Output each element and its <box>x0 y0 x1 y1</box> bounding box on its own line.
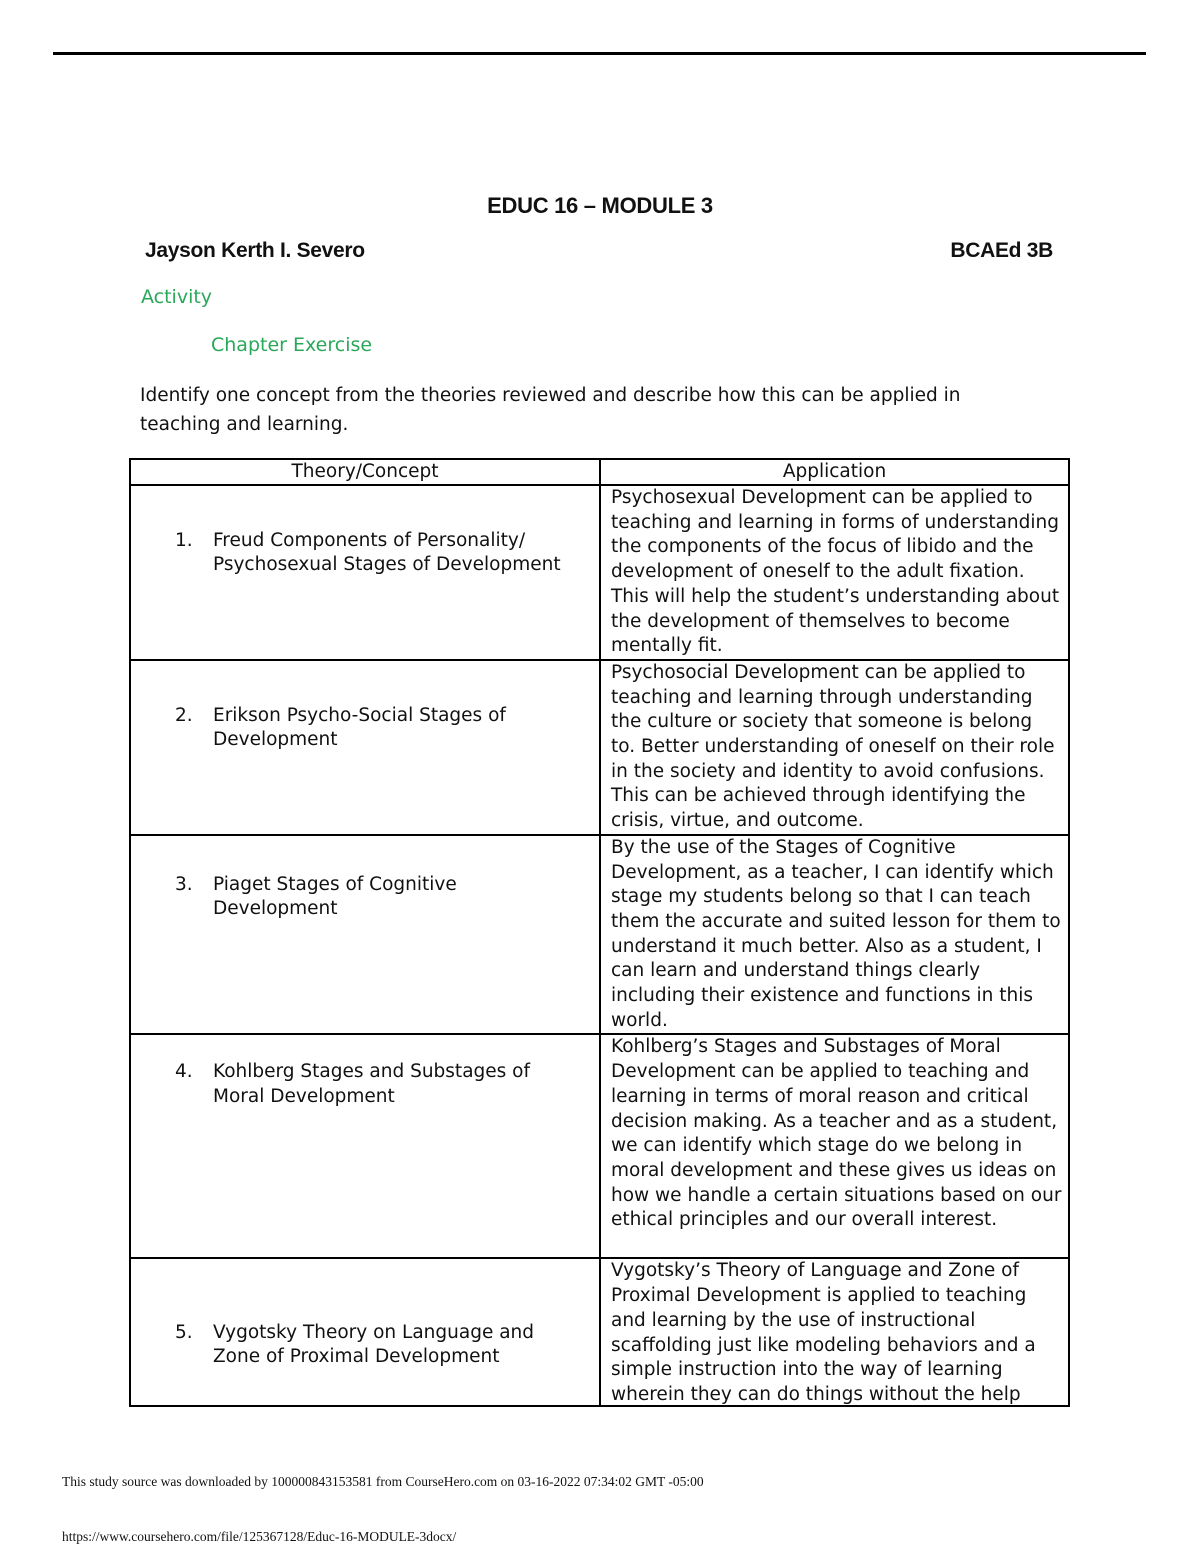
theory-number: 1. <box>175 529 193 551</box>
application-cell <box>600 1258 1069 1406</box>
table-row <box>130 660 1069 835</box>
application-column-header: Application <box>600 459 1069 485</box>
theory-text: Erikson Psycho-Social Stages of Development <box>213 704 506 751</box>
theory-cell <box>130 1034 600 1258</box>
table-row <box>130 1034 1069 1258</box>
application-cell <box>600 660 1069 835</box>
theory-cell <box>130 485 600 660</box>
theory-cell <box>130 1258 600 1406</box>
top-horizontal-rule <box>53 52 1146 55</box>
application-text: By the use of the Stages of Cognitive Development, as a teacher, I can identify which stage my students belong so that I can teach them the accurate and suited lesson for them to understand it much better. Also as a student, I can learn and understand things clearly including their existence and functions in this world. <box>611 836 1061 1031</box>
student-name: Jayson Kerth I. Severo <box>145 239 365 262</box>
source-url-link[interactable]: https://www.coursehero.com/file/125367128/Educ-16-MODULE-3docx/ <box>62 1529 457 1544</box>
theory-text: Kohlberg Stages and Substages of Moral Development <box>213 1061 531 1107</box>
chapter-exercise-heading: Chapter Exercise <box>211 334 373 356</box>
theory-text: Piaget Stages of Cognitive Development <box>213 873 457 920</box>
theory-text: Vygotsky Theory on Language and Zone of Proximal Development <box>213 1321 535 1368</box>
table-row <box>130 835 1069 1035</box>
theory-number: 5. <box>175 1321 193 1343</box>
application-text: Psychosocial Development can be applied to teaching and learning through understanding the culture or society that someone is belong to. Better understanding of oneself on their role in the society and identity to avoid confusions. This can be achieved through identifying the crisis, virtue, and outcome. <box>611 661 1055 832</box>
document-title: EDUC 16 – MODULE 3 <box>487 193 713 218</box>
theory-number: 4. <box>175 1061 193 1083</box>
application-text: Kohlberg’s Stages and Substages of Moral Development can be applied to teaching and learning in terms of moral reason and critical decision making. As a teacher and as a student, we can identify which stage do we belong in moral development and these gives us ideas on how we handle a certain situations based on our ethical principles and our overall interest. <box>611 1036 1062 1231</box>
theory-number: 3. <box>175 873 193 895</box>
activity-heading: Activity <box>141 286 213 308</box>
application-cell <box>600 835 1069 1035</box>
application-text: Psychosexual Development can be applied to teaching and learning in forms of understanding the components of the focus of libido and the development of oneself to the adult fixation. This will help the student’s understanding about the development of themselves to become mentally fit. <box>611 487 1060 657</box>
download-source-note: This study source was downloaded by 100000843153581 from CourseHero.com on 03-16-2022 07:34:02 GMT -05:00 <box>62 1474 704 1489</box>
student-section: BCAEd 3B <box>950 239 1053 262</box>
application-cell <box>600 485 1069 660</box>
table-row <box>130 485 1069 660</box>
instructions-text: Identify one concept from the theories reviewed and describe how this can be applied in teaching and learning. <box>140 385 961 435</box>
theory-cell <box>130 835 600 1035</box>
table-header-row <box>130 459 1069 485</box>
theory-number: 2. <box>175 704 193 726</box>
theory-text: Freud Components of Personality/ Psychosexual Stages of Development <box>213 529 561 576</box>
theory-application-table <box>129 458 1070 1407</box>
application-cell <box>600 1034 1069 1258</box>
theory-column-header: Theory/Concept <box>130 459 600 485</box>
theory-cell <box>130 660 600 835</box>
table-row <box>130 1258 1069 1406</box>
application-text: Vygotsky’s Theory of Language and Zone of Proximal Development is applied to teaching and learning by the use of instructional scaffolding just like modeling behaviors and a simple instruction into the way of learning wherein they can do things without the help <box>611 1260 1036 1405</box>
